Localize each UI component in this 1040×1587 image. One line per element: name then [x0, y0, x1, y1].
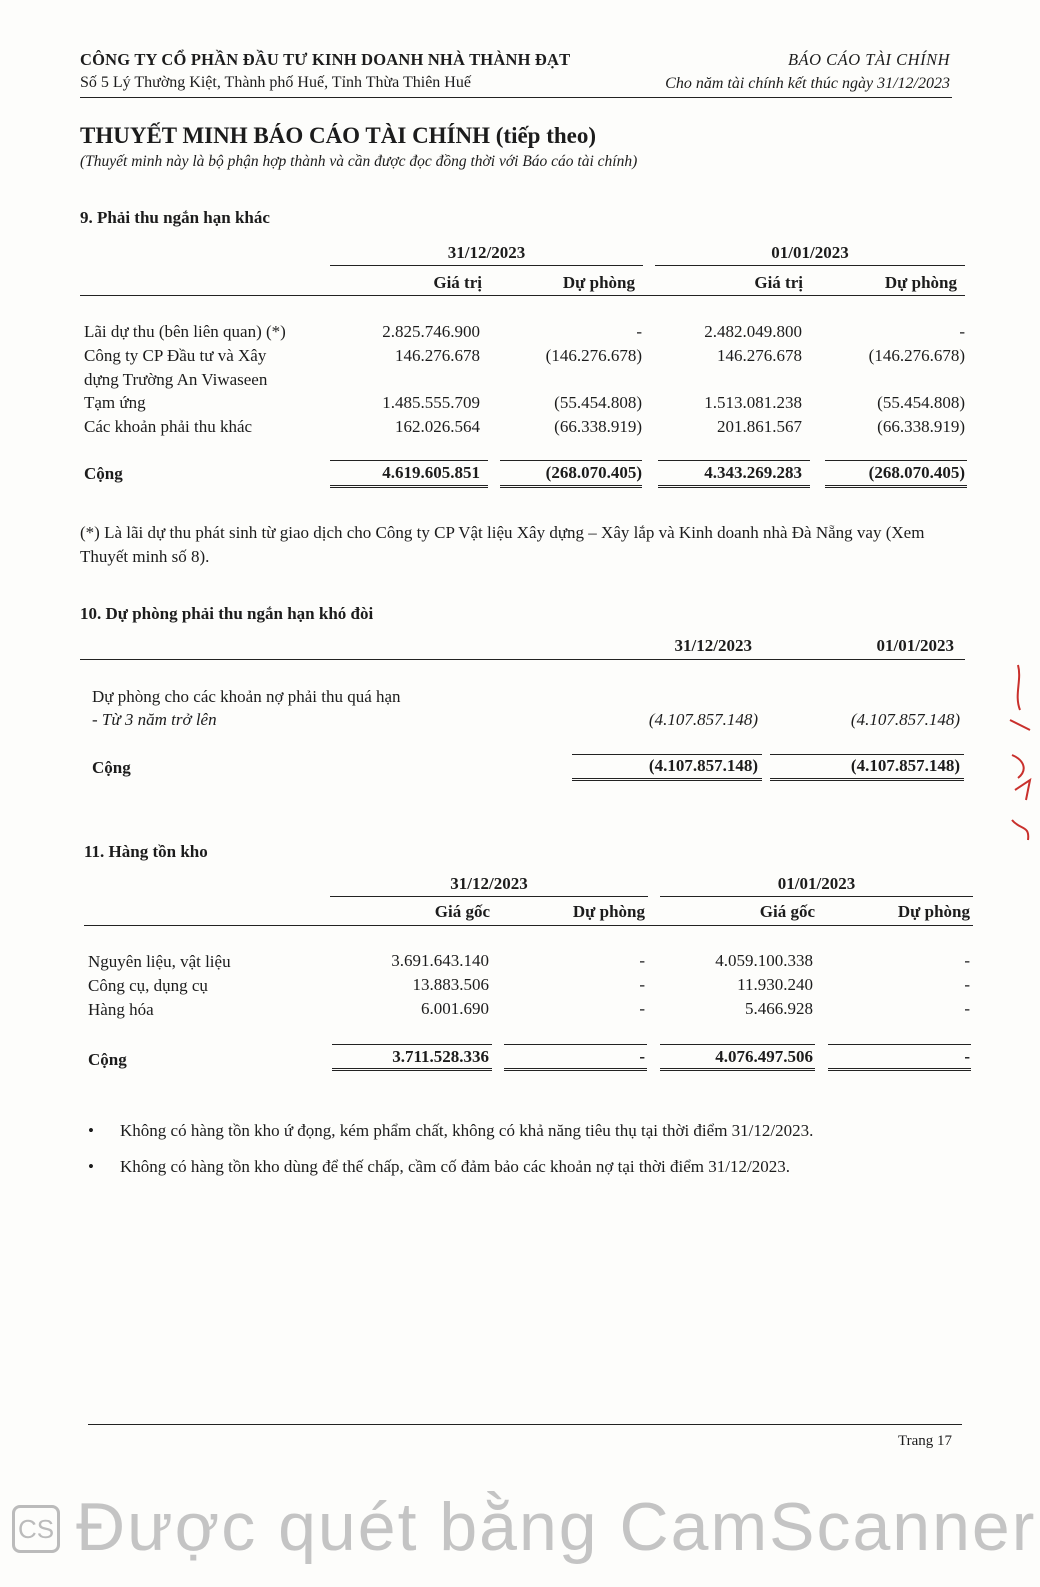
s9-period2: 01/01/2023 [771, 243, 849, 262]
s9-total-double-rule [330, 485, 488, 488]
s9-total-double-rule [500, 485, 642, 488]
page-number: Trang 17 [897, 1433, 952, 1449]
s11-period2-rule [660, 896, 973, 897]
s9-total-rule [825, 460, 967, 461]
table-row-label: Công cụ, dụng cụ [88, 976, 208, 995]
s11-total-double-rule [332, 1068, 492, 1071]
s11-total-cell: - [964, 1047, 970, 1066]
table-cell: 2.825.746.900 [382, 322, 480, 341]
s9-total-rule [500, 460, 642, 461]
company-address: Số 5 Lý Thường Kiệt, Thành phố Huế, Tỉnh Thừa Thiên Huế [80, 74, 471, 91]
table-cell: - [639, 999, 645, 1018]
s10-header-rule [80, 659, 965, 660]
s9-total-rule [658, 460, 810, 461]
table-cell: (55.454.808) [554, 393, 642, 412]
s10-total-v1: (4.107.857.148) [648, 756, 758, 775]
table-cell: 11.930.240 [737, 975, 813, 994]
bullet-dot-icon: • [88, 1157, 94, 1176]
s10-total-rule [572, 754, 762, 755]
s9-total-label: Cộng [84, 464, 123, 483]
table-cell: 201.861.567 [717, 417, 802, 436]
table-row-label: Các khoản phải thu khác [84, 417, 253, 436]
table-cell: 6.001.690 [421, 999, 489, 1018]
s11-bullet: Không có hàng tồn kho dùng để thế chấp, cầm cố đảm bảo các khoản nợ tại thời điểm 31/12/2023. [120, 1157, 790, 1176]
s9-footnote: (*) Là lãi dự thu phát sinh từ giao dịch cho Công ty CP Vật liệu Xây dựng – Xây lắp và Kinh doanh nhà Đà Nẵng vay (Xem Thuyết minh số 8). [80, 523, 925, 566]
s10-total-double-rule [572, 778, 762, 781]
table-cell: 13.883.506 [412, 975, 489, 994]
table-cell: - [639, 975, 645, 994]
table-cell: 146.276.678 [717, 346, 802, 365]
stamp-mark-icon [1000, 660, 1040, 860]
s11-total-rule [660, 1044, 815, 1045]
table-cell: - [639, 951, 645, 970]
report-period: Cho năm tài chính kết thúc ngày 31/12/2023 [665, 75, 950, 92]
s10-period1: 31/12/2023 [674, 636, 752, 655]
table-cell: 1.485.555.709 [382, 393, 480, 412]
report-type: BÁO CÁO TÀI CHÍNH [787, 50, 950, 69]
s9-total-cell: 4.343.269.283 [704, 463, 802, 482]
s11-period2: 01/01/2023 [777, 874, 856, 893]
s9-col4: Dự phòng [884, 273, 957, 292]
table-row-label: Lãi dự thu (bên liên quan) (*) [84, 322, 286, 341]
s11-header-rule [84, 925, 973, 926]
table-cell: - [964, 975, 970, 994]
s10-total-label: Cộng [92, 758, 131, 777]
s9-total-double-rule [658, 485, 810, 488]
table-row-label: Nguyên liệu, vật liệu [88, 952, 231, 971]
table-cell: (66.338.919) [554, 417, 642, 436]
table-row-label: Hàng hóa [88, 1000, 154, 1019]
page-title: THUYẾT MINH BÁO CÁO TÀI CHÍNH (tiếp theo) [80, 123, 597, 148]
s11-total-cell: 4.076.497.506 [715, 1047, 813, 1066]
s11-total-cell: 3.711.528.336 [392, 1047, 489, 1066]
scanner-watermark: Được quét bằng CamScanner [76, 1489, 1037, 1565]
header-divider [80, 97, 952, 98]
s10-total-double-rule [770, 778, 964, 781]
s10-row-label: Dự phòng cho các khoản nợ phải thu quá hạn [92, 687, 401, 706]
s10-sub-label: - Từ 3 năm trở lên [92, 710, 217, 729]
s9-period2-rule [655, 265, 965, 266]
table-cell: 3.691.643.140 [391, 951, 489, 970]
s11-total-rule [332, 1044, 492, 1045]
table-cell: 5.466.928 [745, 999, 813, 1018]
page-subtitle: (Thuyết minh này là bộ phận hợp thành và cần được đọc đồng thời với Báo cáo tài chính) [80, 153, 638, 170]
table-row-label: Công ty CP Đầu tư và Xây [84, 346, 267, 365]
s9-total-cell: (268.070.405) [868, 463, 965, 482]
s11-total-label: Cộng [88, 1050, 127, 1069]
table-cell: - [964, 951, 970, 970]
section-9-heading: 9. Phải thu ngắn hạn khác [80, 208, 270, 227]
s11-total-double-rule [504, 1068, 647, 1071]
s9-period1-rule [330, 265, 643, 266]
table-cell: 162.026.564 [395, 417, 480, 436]
table-cell: - [959, 322, 965, 341]
table-cell: 146.276.678 [395, 346, 480, 365]
section-10-heading: 10. Dự phòng phải thu ngắn hạn khó đòi [80, 604, 374, 623]
s9-total-cell: 4.619.605.851 [382, 463, 480, 482]
table-cell: - [964, 999, 970, 1018]
s11-col2: Dự phòng [572, 902, 645, 921]
s9-total-double-rule [825, 485, 967, 488]
table-cell: (66.338.919) [877, 417, 965, 436]
s11-total-cell: - [639, 1047, 645, 1066]
s9-col1: Giá trị [433, 273, 482, 292]
s9-total-rule [330, 460, 488, 461]
table-row-label-cont: dựng Trường An Viwaseen [84, 370, 268, 389]
table-cell: (55.454.808) [877, 393, 965, 412]
table-cell: (146.276.678) [868, 346, 965, 365]
company-name: CÔNG TY CỔ PHẦN ĐẦU TƯ KINH DOANH NHÀ THÀNH ĐẠT [80, 50, 571, 69]
s9-period1: 31/12/2023 [447, 243, 526, 262]
camscanner-logo: CS [12, 1505, 60, 1553]
s11-period1-rule [330, 896, 648, 897]
s10-period2: 01/01/2023 [876, 636, 954, 655]
section-11-heading: 11. Hàng tồn kho [84, 842, 208, 861]
s11-total-double-rule [660, 1068, 815, 1071]
footer-divider [88, 1424, 962, 1425]
table-cell: 2.482.049.800 [704, 322, 802, 341]
bullet-dot-icon: • [88, 1121, 94, 1140]
s11-total-double-rule [828, 1068, 971, 1071]
s11-total-rule [504, 1044, 647, 1045]
s9-col2: Dự phòng [562, 273, 635, 292]
s11-total-rule [828, 1044, 971, 1045]
s11-bullet: Không có hàng tồn kho ứ đọng, kém phẩm chất, không có khả năng tiêu thụ tại thời điểm 31/12/2023. [120, 1121, 814, 1140]
table-cell: - [636, 322, 642, 341]
s11-period1: 31/12/2023 [450, 874, 528, 893]
s10-total-v2: (4.107.857.148) [850, 756, 960, 775]
s10-total-rule [770, 754, 964, 755]
s11-col1: Giá gốc [434, 902, 490, 921]
table-cell: (146.276.678) [545, 346, 642, 365]
s11-col4: Dự phòng [897, 902, 970, 921]
s10-sub-v2: (4.107.857.148) [850, 710, 960, 729]
table-cell: 4.059.100.338 [715, 951, 813, 970]
table-cell: 1.513.081.238 [704, 393, 802, 412]
s9-header-rule [80, 295, 965, 296]
s9-col3: Giá trị [754, 273, 803, 292]
table-row-label: Tạm ứng [84, 393, 146, 412]
s11-col3: Giá gốc [759, 902, 815, 921]
s9-total-cell: (268.070.405) [545, 463, 642, 482]
s10-sub-v1: (4.107.857.148) [648, 710, 758, 729]
